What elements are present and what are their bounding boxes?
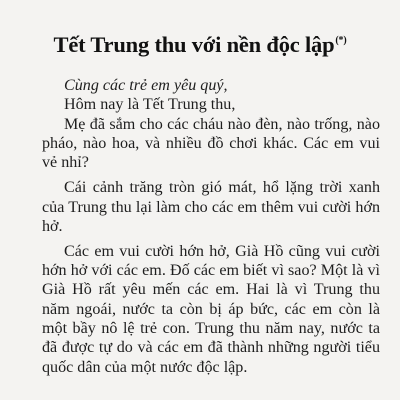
paragraph-4: Các em vui cười hớn hở, Già Hồ cũng vui cười hớn hở với các em. Đố các em biết vì sao? Một là vì Già Hồ rất yêu mến các em. Hai là vì Trung thu năm ngoái, nước ta còn bị áp bức, các em còn là một bầy nô lệ trẻ con. Trung thu năm nay, nước ta đã được tự do và các em đã thành những người tiểu quốc dân của một nước độc lập. <box>42 242 380 376</box>
title-text: Tết Trung thu với nền độc lập <box>53 32 335 57</box>
title-footnote-mark: (*) <box>335 35 347 46</box>
page-title <box>0 32 400 58</box>
paragraph-1: Hôm nay là Tết Trung thu, <box>64 96 236 114</box>
paragraph-2: Mẹ đã sắm cho các cháu nào đèn, nào trống, nào pháo, nào hoa, và nhiều đồ chơi khác. Các em vui vẻ nhỉ? <box>42 115 380 172</box>
paragraph-3: Cái cảnh trăng tròn gió mát, hổ lặng trời xanh của Trung thu lại làm cho các em thêm vui cười hớn hở. <box>42 179 380 235</box>
letter-body <box>42 76 380 377</box>
greeting-line: Cùng các trẻ em yêu quý, <box>64 77 228 94</box>
